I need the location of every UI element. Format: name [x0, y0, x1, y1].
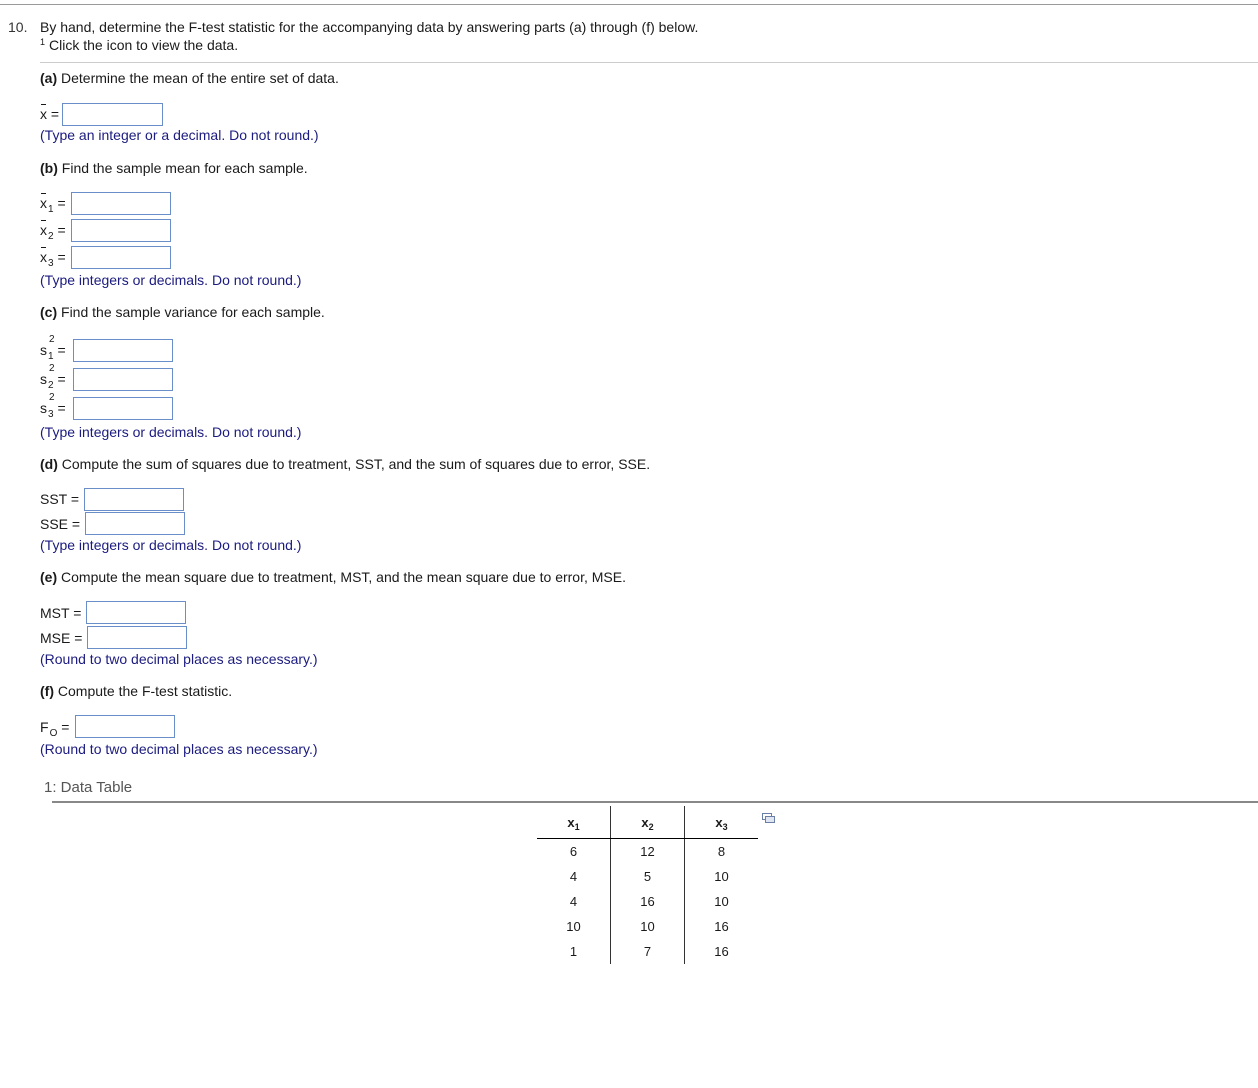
part-b-hint: (Type integers or decimals. Do not round.)	[40, 272, 302, 288]
sample-variance-3-label: s 2 $_3$ =	[40, 392, 66, 420]
table-row	[537, 914, 758, 939]
part-a-hint: (Type an integer or a decimal. Do not round.)	[40, 127, 319, 143]
part-d-hint: (Type integers or decimals. Do not round.)	[40, 537, 302, 553]
part-d-heading: (d) Compute the sum of squares due to treatment, SST, and the sum of squares due to error, SSE.	[40, 456, 651, 472]
column-header-x2: $x_2$	[611, 806, 685, 839]
question-text: By hand, determine the F-test statistic for the accompanying data by answering parts (a) through (f) below.	[40, 19, 699, 35]
sample-mean-3-input[interactable]	[71, 246, 171, 269]
sample-variance-1-label: s 2 $_1$ =	[40, 334, 66, 362]
sample-mean-2-input[interactable]	[71, 219, 171, 242]
data-table	[537, 806, 758, 964]
table-row	[537, 939, 758, 964]
part-c-heading: (c) Find the sample variance for each sample.	[40, 304, 325, 320]
sample-variance-2-label: s 2 $_2$ =	[40, 363, 66, 391]
column-header-x3: $x_3$	[685, 806, 759, 839]
sst-input[interactable]	[84, 488, 184, 511]
table-cell: 16	[685, 914, 759, 939]
table-cell: 4	[569, 894, 578, 909]
sse-input[interactable]	[85, 512, 185, 535]
mst-input[interactable]	[86, 601, 186, 624]
table-cell: 4	[569, 869, 578, 884]
question-separator	[40, 62, 1258, 63]
table-cell: 10	[611, 914, 685, 939]
table-cell: 1	[569, 944, 578, 959]
part-f-hint: (Round to two decimal places as necessary.)	[40, 741, 318, 757]
data-note	[40, 37, 238, 53]
copy-icon[interactable]	[762, 813, 775, 823]
table-cell: 6	[569, 844, 578, 859]
sample-mean-3-label: $x_3$ =	[40, 249, 66, 269]
part-c-hint: (Type integers or decimals. Do not round.)	[40, 424, 302, 440]
column-header-x1: $x_1$	[537, 806, 611, 839]
f-statistic-label: $F_O$ =	[40, 719, 70, 739]
part-a-heading: (a) Determine the mean of the entire set of data.	[40, 70, 339, 86]
table-cell: 5	[611, 864, 685, 889]
table-cell: 16	[685, 939, 759, 964]
part-e-heading: (e) Compute the mean square due to treatment, MST, and the mean square due to error, MSE.	[40, 569, 626, 585]
mst-label: MST =	[40, 605, 82, 621]
sample-mean-2-label: $x_2$ =	[40, 222, 66, 242]
overall-mean-input[interactable]	[62, 103, 163, 126]
table-row	[537, 839, 758, 865]
sse-label: SSE =	[40, 516, 81, 532]
table-row	[537, 864, 758, 889]
table-cell: 10	[685, 889, 759, 914]
note-marker: 1	[40, 37, 46, 47]
sample-variance-3-input[interactable]	[73, 397, 173, 420]
part-e-hint: (Round to two decimal places as necessary.)	[40, 651, 318, 667]
mse-input[interactable]	[87, 626, 187, 649]
question-number: 10.	[8, 19, 28, 35]
sample-mean-1-input[interactable]	[71, 192, 171, 215]
overall-mean-label: x =	[40, 106, 60, 122]
f-statistic-input[interactable]	[75, 715, 175, 738]
table-cell: 7	[611, 939, 685, 964]
sst-label: SST =	[40, 491, 80, 507]
data-table-divider	[52, 801, 1258, 803]
data-table-header-row	[537, 806, 758, 839]
part-b-heading: (b) Find the sample mean for each sample.	[40, 160, 308, 176]
table-cell: 10	[685, 864, 759, 889]
part-f-heading: (f) Compute the F-test statistic.	[40, 683, 233, 699]
data-table-title: 1: Data Table	[44, 779, 133, 796]
table-cell: 12	[611, 839, 685, 865]
sample-mean-1-label: $x_1$ =	[40, 195, 66, 215]
table-cell: 8	[685, 839, 759, 865]
note-text[interactable]: Click the icon to view the data.	[49, 37, 239, 53]
sample-variance-2-input[interactable]	[73, 368, 173, 391]
sample-variance-1-input[interactable]	[73, 339, 173, 362]
table-row	[537, 889, 758, 914]
top-divider	[0, 4, 1258, 5]
table-cell: 10	[566, 919, 581, 934]
mse-label: MSE =	[40, 630, 83, 646]
table-cell: 16	[611, 889, 685, 914]
